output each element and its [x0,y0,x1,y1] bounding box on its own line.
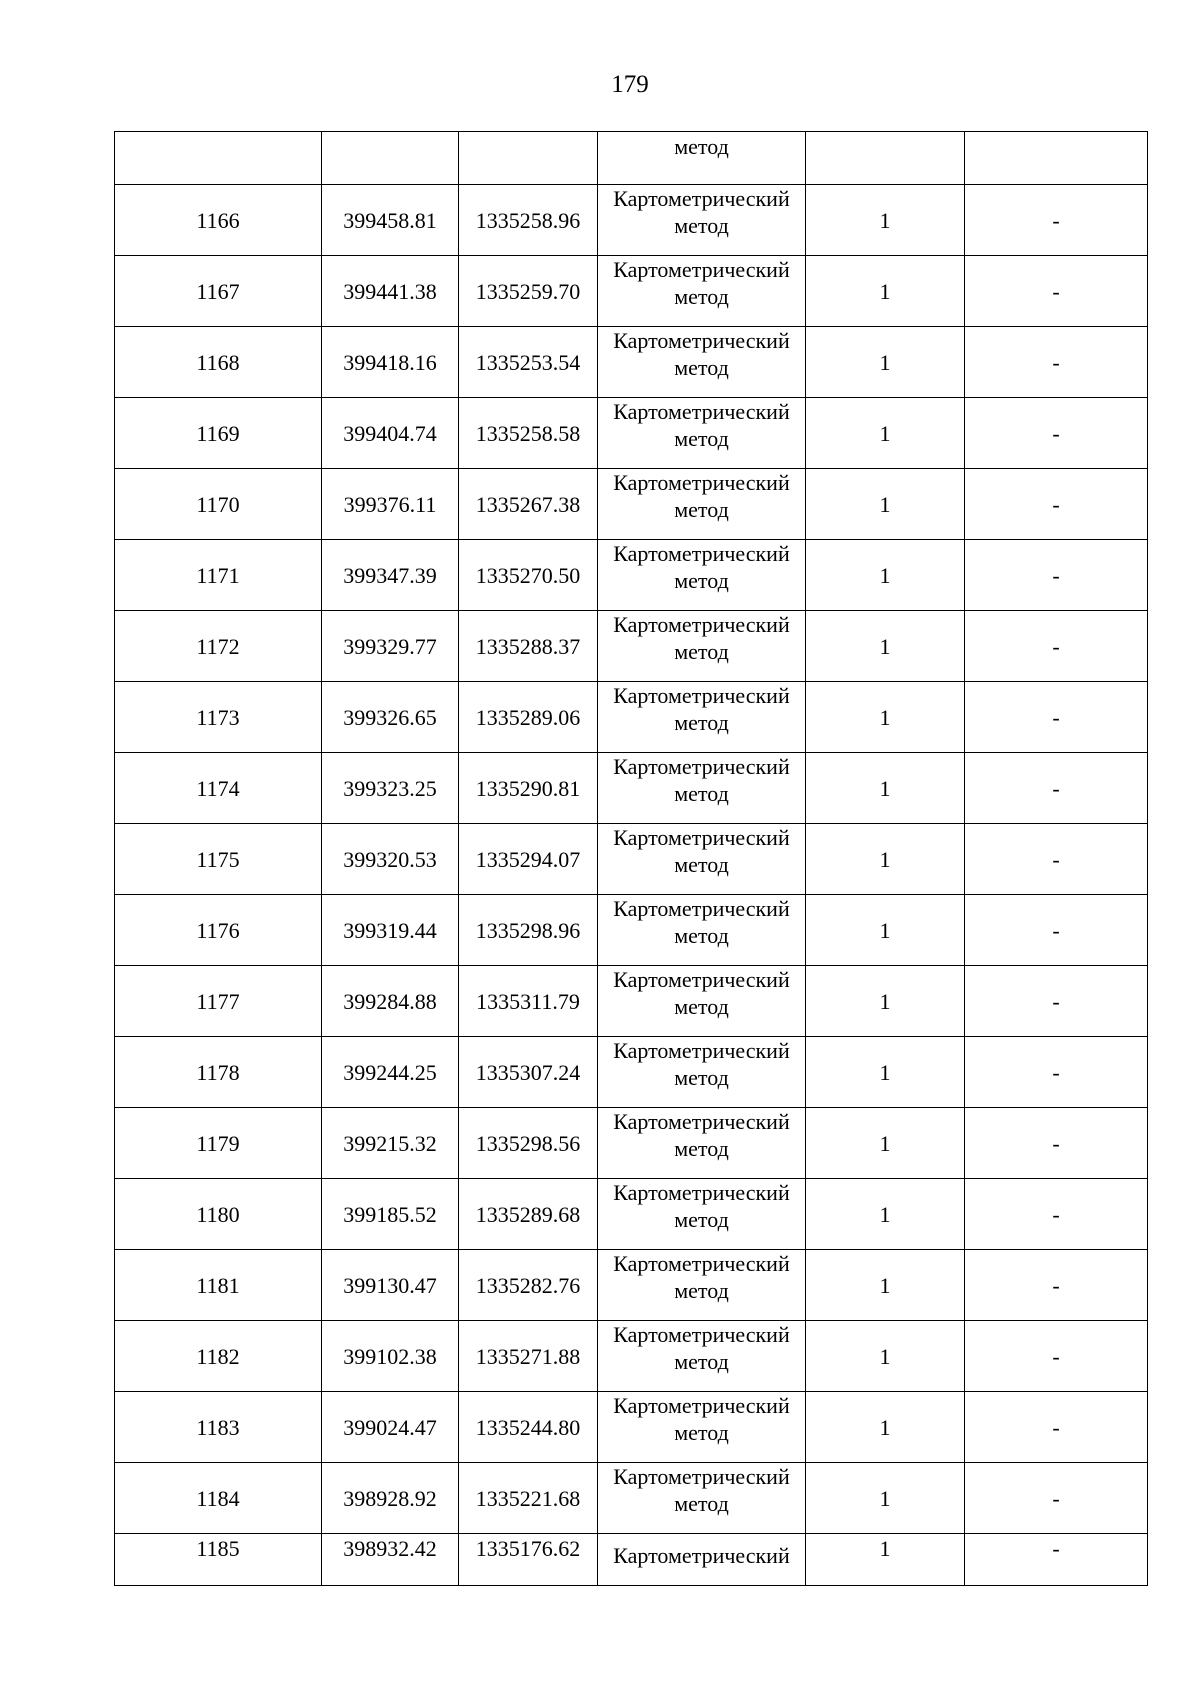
method-line-1: Картометрический [613,612,790,637]
cell-x: 399458.81 [322,185,459,256]
cell-method [598,966,806,1037]
cell-point-id: 1180 [115,1179,322,1250]
cell-point-id: 1167 [115,256,322,327]
cell-method [598,1463,806,1534]
cell-point-id: 1172 [115,611,322,682]
table-row [115,753,1148,824]
table-row [115,824,1148,895]
cell-point-id: 1166 [115,185,322,256]
cell-method [598,895,806,966]
cell-note: - [965,1037,1148,1108]
method-line-2: метод [674,1065,729,1090]
cell-point-id: 1175 [115,824,322,895]
cell-point-id: 1176 [115,895,322,966]
table-row [115,895,1148,966]
method-line-2: метод [674,1491,729,1516]
cell-y: 1335271.88 [459,1321,598,1392]
cell-method [598,185,806,256]
method-line-1: Картометрический [613,1109,790,1134]
cell-note [965,132,1148,185]
method-line-1: Картометрический [613,257,790,282]
method-line-2: метод [674,568,729,593]
cell-method [598,611,806,682]
table-row [115,398,1148,469]
table-row [115,1250,1148,1321]
table-row [115,1321,1148,1392]
method-line-1: Картометрический [613,1464,790,1489]
cell-accuracy: 1 [806,1108,965,1179]
method-line-2: метод [674,994,729,1019]
cell-method [598,682,806,753]
cell-method [598,256,806,327]
method-line-1: Картометрический [613,541,790,566]
method-line-1: Картометрический [613,399,790,424]
method-line-1: Картометрический [613,683,790,708]
cell-method [598,1037,806,1108]
cell-method [598,1108,806,1179]
cell-note: - [965,966,1148,1037]
cell-note: - [965,398,1148,469]
cell-x: 399418.16 [322,327,459,398]
cell-accuracy: 1 [806,1392,965,1463]
cell-y: 1335298.56 [459,1108,598,1179]
cell-x: 398928.92 [322,1463,459,1534]
table-row [115,256,1148,327]
cell-accuracy: 1 [806,1250,965,1321]
method-line-2: метод [674,781,729,806]
cell-x: 399284.88 [322,966,459,1037]
cell-x: 399376.11 [322,469,459,540]
cell-note: - [965,895,1148,966]
cell-accuracy: 1 [806,753,965,824]
cell-x: 399185.52 [322,1179,459,1250]
method-line-2: метод [674,923,729,948]
cell-y: 1335288.37 [459,611,598,682]
cell-x: 399347.39 [322,540,459,611]
table-row-partial [115,1534,1148,1586]
cell-y: 1335221.68 [459,1463,598,1534]
cell-y: 1335258.96 [459,185,598,256]
cell-method [598,1179,806,1250]
cell-method [598,469,806,540]
cell-note: - [965,682,1148,753]
table-row [115,185,1148,256]
method-line-2: метод [674,1420,729,1445]
table-row-continued [115,132,1148,185]
method-line-2: метод [674,426,729,451]
cell-accuracy: 1 [806,256,965,327]
cell-point-id: 1170 [115,469,322,540]
cell-note: - [965,1321,1148,1392]
cell-x: 399244.25 [322,1037,459,1108]
cell-method [598,1250,806,1321]
cell-y [459,132,598,185]
cell-point-id: 1178 [115,1037,322,1108]
cell-point-id: 1182 [115,1321,322,1392]
cell-y: 1335289.68 [459,1179,598,1250]
cell-point-id: 1173 [115,682,322,753]
cell-point-id: 1168 [115,327,322,398]
method-line-1: Картометрический [613,1322,790,1347]
cell-y: 1335259.70 [459,256,598,327]
cell-accuracy: 1 [806,540,965,611]
cell-x: 399441.38 [322,256,459,327]
method-line-2: метод [674,639,729,664]
cell-y: 1335290.81 [459,753,598,824]
table-row [115,682,1148,753]
cell-accuracy: 1 [806,1463,965,1534]
method-line-2: метод [674,355,729,380]
cell-y: 1335253.54 [459,327,598,398]
cell-note: - [965,1250,1148,1321]
cell-x: 399320.53 [322,824,459,895]
cell-y: 1335311.79 [459,966,598,1037]
table-row [115,966,1148,1037]
cell-x: 399329.77 [322,611,459,682]
cell-method [598,1321,806,1392]
cell-method [598,327,806,398]
cell-accuracy: 1 [806,1037,965,1108]
cell-note: - [965,540,1148,611]
cell-note: - [965,1108,1148,1179]
table-row [115,1037,1148,1108]
method-line-1: Картометрический [613,1543,790,1568]
cell-accuracy: 1 [806,469,965,540]
cell-y: 1335307.24 [459,1037,598,1108]
method-line-1: Картометрический [613,1180,790,1205]
cell-accuracy: 1 [806,824,965,895]
cell-point-id: 1179 [115,1108,322,1179]
table-row [115,469,1148,540]
cell-x: 399319.44 [322,895,459,966]
cell-method: метод [598,132,806,185]
cell-method [598,1392,806,1463]
method-line-2: метод [674,284,729,309]
method-line-2: метод [674,1349,729,1374]
method-line-1: Картометрический [613,470,790,495]
cell-note: - [965,753,1148,824]
cell-y: 1335270.50 [459,540,598,611]
cell-note: - [965,1392,1148,1463]
cell-y: 1335176.62 [459,1534,598,1586]
cell-accuracy: 1 [806,611,965,682]
cell-point-id: 1171 [115,540,322,611]
cell-accuracy: 1 [806,1321,965,1392]
cell-method [598,753,806,824]
cell-x: 398932.42 [322,1534,459,1586]
cell-y: 1335267.38 [459,469,598,540]
method-line-1: Картометрический [613,1251,790,1276]
table-row [115,1463,1148,1534]
cell-y: 1335289.06 [459,682,598,753]
cell-x: 399404.74 [322,398,459,469]
cell-point-id: 1177 [115,966,322,1037]
cell-method [598,398,806,469]
cell-note: - [965,611,1148,682]
method-line-1: Картометрический [613,754,790,779]
cell-y: 1335294.07 [459,824,598,895]
cell-accuracy: 1 [806,682,965,753]
method-line-2: метод [674,1136,729,1161]
table-row [115,327,1148,398]
table-row [115,1392,1148,1463]
cell-note: - [965,1463,1148,1534]
cell-y: 1335282.76 [459,1250,598,1321]
method-line-1: Картометрический [613,328,790,353]
cell-y: 1335298.96 [459,895,598,966]
method-line-2: метод [674,497,729,522]
method-line-1: Картометрический [613,1038,790,1063]
cell-method [598,540,806,611]
method-line-2: метод [674,852,729,877]
method-line-1: Картометрический [613,825,790,850]
cell-x: 399130.47 [322,1250,459,1321]
table-row [115,1179,1148,1250]
cell-note: - [965,824,1148,895]
method-line-1: Картометрический [613,186,790,211]
cell-point-id: 1184 [115,1463,322,1534]
cell-point-id: 1181 [115,1250,322,1321]
page-number: 179 [611,71,649,98]
cell-method [598,1534,806,1586]
method-line-2: метод [674,1207,729,1232]
cell-x: 399024.47 [322,1392,459,1463]
cell-accuracy: 1 [806,895,965,966]
cell-note: - [965,256,1148,327]
table-row [115,611,1148,682]
method-line-2: метод [674,710,729,735]
cell-point-id: 1183 [115,1392,322,1463]
cell-accuracy: 1 [806,185,965,256]
cell-x: 399102.38 [322,1321,459,1392]
method-line-1: Картометрический [613,967,790,992]
cell-note: - [965,327,1148,398]
cell-accuracy: 1 [806,966,965,1037]
cell-x: 399323.25 [322,753,459,824]
method-line-1: Картометрический [613,1393,790,1418]
cell-accuracy: 1 [806,1179,965,1250]
method-line-2: метод [674,213,729,238]
method-line-2: метод [674,1278,729,1303]
cell-y: 1335244.80 [459,1392,598,1463]
cell-y: 1335258.58 [459,398,598,469]
method-line-1: Картометрический [613,896,790,921]
cell-x: 399215.32 [322,1108,459,1179]
cell-point-id: 1174 [115,753,322,824]
cell-x: 399326.65 [322,682,459,753]
cell-accuracy: 1 [806,398,965,469]
cell-note: - [965,185,1148,256]
coordinates-table [114,131,1148,1586]
cell-note: - [965,1534,1148,1586]
cell-accuracy: 1 [806,1534,965,1586]
cell-method [598,824,806,895]
cell-point-id [115,132,322,185]
table-body [115,132,1148,1586]
cell-accuracy [806,132,965,185]
cell-point-id: 1169 [115,398,322,469]
cell-accuracy: 1 [806,327,965,398]
table-row [115,1108,1148,1179]
cell-point-id: 1185 [115,1534,322,1586]
cell-x [322,132,459,185]
cell-note: - [965,1179,1148,1250]
table-row [115,540,1148,611]
cell-note: - [965,469,1148,540]
